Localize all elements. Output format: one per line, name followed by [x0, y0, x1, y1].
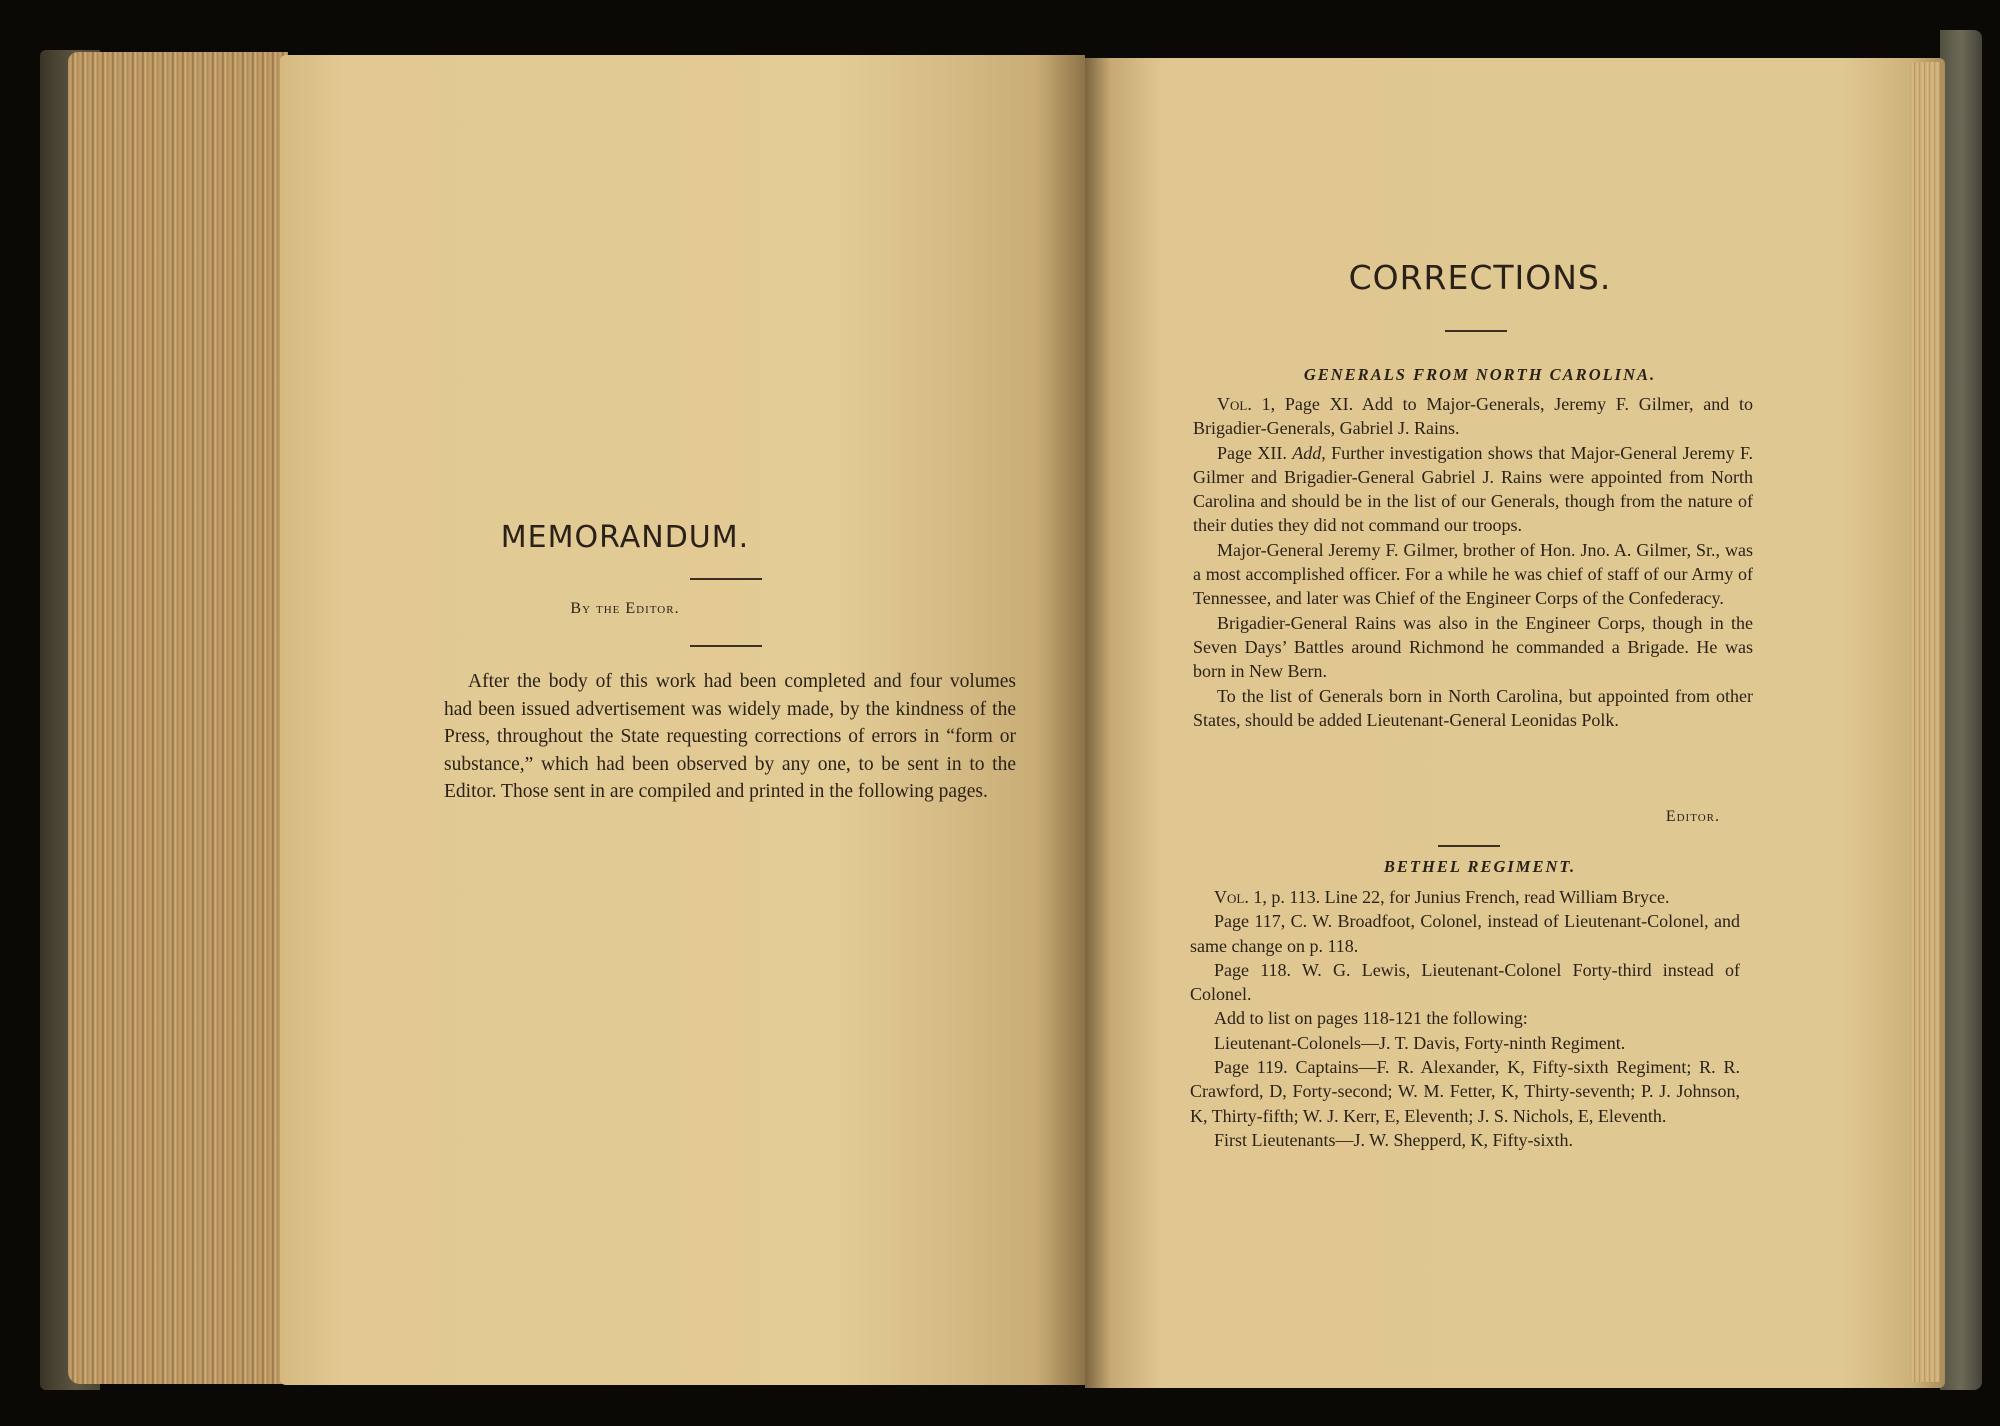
memorandum-title: MEMORANDUM. [500, 520, 750, 555]
paragraph: To the list of Generals born in North Carolina, but appointed from other States, should be added Lieutenant-General Leonidas Polk. [1193, 685, 1753, 730]
page-lead: Page XII. [1217, 442, 1287, 463]
vol-lead: Vol. 1, [1214, 887, 1267, 907]
paragraph: Page 118. W. G. Lewis, Lieutenant-Colonel Forty-third instead of Colonel. [1190, 959, 1740, 1005]
vol-lead: Vol. 1, [1217, 394, 1276, 414]
paragraph [1193, 392, 1753, 441]
page-stack-edge-right [1910, 62, 1940, 1382]
title-rule [690, 578, 762, 580]
paragraph [1190, 885, 1740, 909]
byline-rule [690, 645, 762, 647]
editor-signature: Editor. [1665, 808, 1720, 825]
section-heading-generals: GENERALS FROM NORTH CAROLINA. [1303, 365, 1657, 384]
book-cover-right [1940, 30, 1982, 1390]
paragraph-text: p. 113. Line 22, for Junius French, read William Bryce. [1271, 887, 1670, 907]
paragraph-text: Page XI. Add to Major-Generals, Jeremy F. Gilmer, and to Brigadier-Generals, Gabriel J. Rains. [1193, 394, 1754, 439]
paragraph: First Lieutenants—J. W. Shepperd, K, Fifty-sixth. [1214, 1129, 1573, 1150]
memorandum-body: After the body of this work had been completed and four volumes had been issued advertisement was widely made, by the kindness of the Press, throughout the State requesting corrections of errors in “form or substance,” which had been observed by any one, to be sent in to the Editor. Those sent in are compiled and printed in the following pages. [444, 671, 1016, 802]
bethel-corrections [1190, 885, 1740, 1152]
byline: By the Editor. [570, 600, 680, 617]
section-rule [1438, 845, 1500, 847]
add-word: Add, [1292, 442, 1326, 463]
section-heading-bethel: BETHEL REGIMENT. [1383, 857, 1577, 876]
paragraph-text: Further investigation shows that Major-General Jeremy F. Gilmer and Brigadier-General Gabriel J. Rains were appointed from North Carolina and should be in the list of our Generals, though from the nature of their duties they did not command our troops. [1193, 442, 1754, 536]
generals-corrections [1193, 392, 1753, 732]
paragraph [1193, 441, 1753, 538]
paragraph: Add to list on pages 118-121 the following: [1214, 1008, 1528, 1029]
paragraph: Page 117, C. W. Broadfoot, Colonel, instead of Lieutenant-Colonel, and same change on p. 118. [1190, 911, 1740, 956]
corrections-title: CORRECTIONS. [1348, 258, 1612, 297]
corrections-rule [1445, 330, 1507, 332]
paragraph: Major-General Jeremy F. Gilmer, brother of Hon. Jno. A. Gilmer, Sr., was a most accomplished officer. For a while he was chief of staff of our Army of Tennessee, and later was Chief of the Engineer Corps of the Confederacy. [1193, 539, 1753, 609]
page-stack-edge [68, 52, 288, 1384]
paragraph: Lieutenant-Colonels—J. T. Davis, Forty-ninth Regiment. [1214, 1032, 1626, 1053]
paragraph: Brigadier-General Rains was also in the Engineer Corps, though in the Seven Days’ Battles around Richmond he commanded a Brigade. He was born in New Bern. [1193, 612, 1753, 682]
paragraph: Page 119. Captains—F. R. Alexander, K, Fifty-sixth Regiment; R. R. Crawford, D, Forty-second; W. M. Fetter, K, Thirty-seventh; P. J. Johnson, K, Thirty-fifth; W. J. Kerr, E, Eleventh; J. S. Nichols, E, Eleventh. [1190, 1057, 1740, 1126]
